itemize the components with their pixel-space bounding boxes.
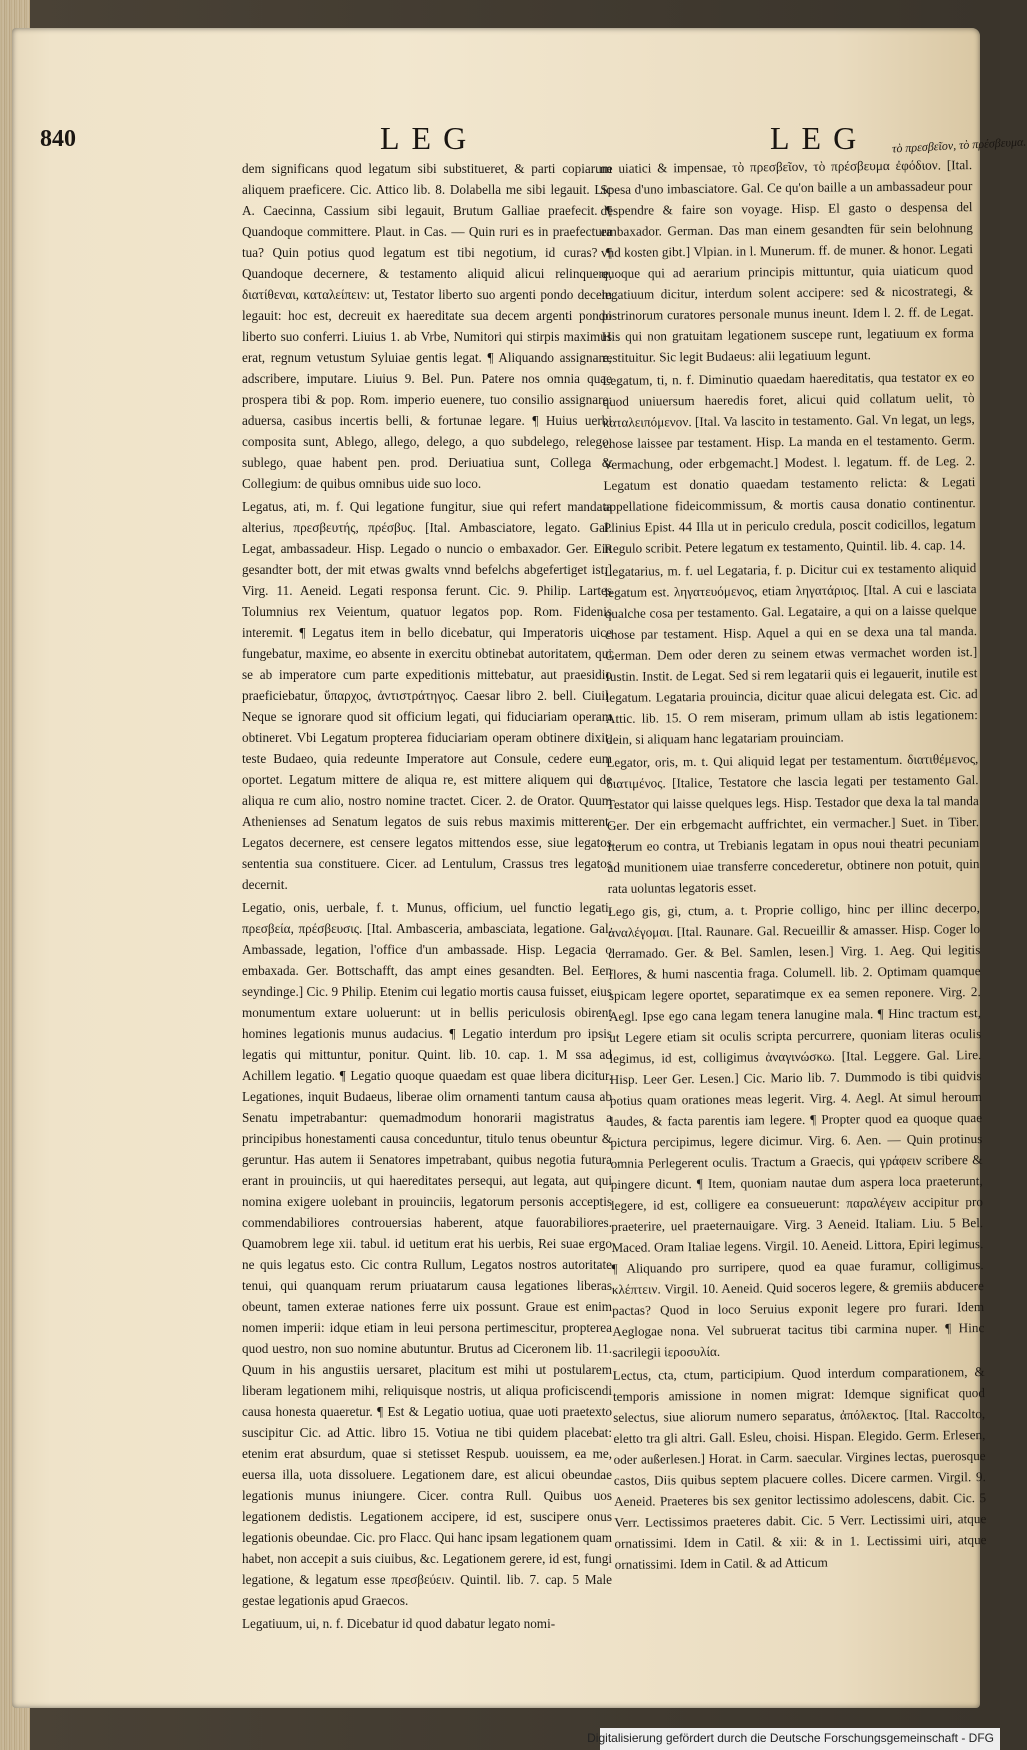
header-continuation-note: τὸ πρεσβεῖον, τὸ πρέσβευμα. (891, 134, 1027, 156)
dictionary-entry: Legatum, ti, n. f. Diminutio quaedam haereditatis, qua testator ex eo quod uniuersum haeredis foret, alicui quid collatum uelit, τὸ καταλειπόμενον. [Ital. Va lascito in testamento. Gal. Vn legat, un legs, chose laissee par testament. Hisp. La manda en el testamento. Germ. Vermachung, oder erbgemacht.] Modest. l. legatum. ff. de Leg. 2. Legatum est donatio quaedam testamento relicta: & Legati appellatione fideicommissum, & mortis causa donatio continentur. Plinius Epist. 44 Illa ut in periculo credula, poscit codicillos, legatum Regulo scribit. Petere legatum ex testamento, Quintil. lib. 4. cap. 14. (602, 369, 976, 556)
running-header (40, 120, 1027, 160)
dictionary-entry: Legatio, onis, uerbale, f. t. Munus, officium, uel functio legati, πρεσβεία, πρέσβευσις. [Ital. Ambasceria, ambasciata, legatione. Gal. Ambassade, legation, l'office d'un ambassade. Hisp. Legacia o embaxada. Ger. Bottschafft, das ampt eines gesandten. Bel. Een seyndinge.] Cic. 9 Philip. Etenim cui legatio mortis causa fuisset, eius monumentum extare uoluerunt: ut in bellis periculosis obirent homines legationis munus audacius. ¶ Legatio interdum pro ipsis legatis qui mittuntur, ponitur. Quint. lib. 10. cap. 1. M ssa ad Achillem legatio. ¶ Legatio quoque quaedam est quae libera dicitur. Legationes, inquit Budaeus, liberae olim ornamenti tantum causa ab Senatu impetrabantur: quemadmodum honorarii magistratus a principibus honestamenti causa conceduntur, titulo tenus obeuntur & geruntur. Has autem ii Senatores impetrabant, quibus negotia futura erant in prouinciis, ut qui haereditates persequi, aut legata, aut qui nomina exigere uolebant in prouinciis, legatorum personis acceptis commendabiliores controuersias haberent, atque fauorabiliores. Quamobrem lege xii. tabul. id uetitum erat his uerbis, Rei suae ergo ne quis legatus esto. Cic contra Rullum, Legatos nostros autoritate tenui, qui quanquam rerum priuatarum causa legationes liberas obeunt, tamen exterae nationes ferre uix possunt. Graue est enim nomen imperii: idque etiam in leui persona pertimescitur, propterea quod uestro, non suo nomine abutuntur. Brutus ad Ciceronem lib. 11. Quum in his angustiis uersaret, placitum est mihi ut postularem liberam legationem mihi, reliquisque nostris, ut aliqua proficiscendi causa honesta quaeretur. ¶ Est & Legatio uotiua, quae uoti praetexto suscipitur Cic. ad Attic. libro 15. Votiua ne tibi quidem placebat: etenim erat absurdum, quae si stetisset Respub. uouissem, ea me, euersa illa, uota dissoluere. Legationem dare, est alicui obeundae legationis munus iniungere. Cicer. contra Rull. Quibus uos legationem dedistis. Legationem accipere, id est, suscipere onus legationis obeundae. Cic. pro Flacc. Qui hanc ipsam legationem quam habet, non accepit a suis ciuibus, &c. Legationem gerere, id est, fungi legatione, & legatum esse πρεσβεύειν. Quintil. lib. 7. cap. 5 Male gestae legationis apud Graecos. (242, 900, 612, 1608)
header-right-word: LEG (770, 120, 869, 156)
page-number: 840 (40, 126, 76, 152)
dictionary-entry: Lego gis, gi, ctum, a. t. Proprie colligo, hinc per illinc decerpo, ἀναλέγομαι. [Ital. Raunare. Gal. Recueillir & amasser. Hisp. Coger lo derramado. Ger. & Bel. Samlen, lesen.] Virg. 1. Aeg. Qui legitis flores, & humi nascentia fraga. Columell. lib. 2. Optimam quamque spicam legere oportet, separatimque ex ea semen reponere. Virg. 2. Aegl. Ipse ego cana legam tenera lanugine mala. ¶ Hinc tractum est, ut Legere etiam sit oculis scripta percurrere, quoniam literas oculis legimus, id est, colligimus ἀναγινώσκω. [Ital. Leggere. Gal. Lire. Hisp. Leer Ger. Lesen.] Cic. Mario lib. 7. Dummodo is tibi quidvis potius quam orationes meas legerit. Virg. 4. Aegl. At simul heroum laudes, & facta parentis iam legere. ¶ Propter quod ea quoque quae pictura percipimus, legere dicimur. Virg. 6. Aen. — Quin protinus omnia Perlegerent oculis. Tractum a Graecis, qui γράφειν scribere & pingere dicunt. ¶ Item, quoniam nautae dum aspera loca praeterunt, legere, id est, colligere ea consueuerunt: παραλέγειν accipitur pro praeterire, uel praeternauigare. Virg. 3 Aeneid. Italiam. Liu. 5 Bel. Maced. Oram Italiae legens. Virgil. 10. Aeneid. Littora, Epiri legimus. ¶ Aliquando pro surripere, quod ea quae furamur, colligimus. κλέπτειν. Virgil. 10. Aeneid. Quid soceros legere, & gremiis abducere pactas? Quod in loco Seruius exponit legere pro furari. Idem Aeglogae nona. Vel subruerat tacitus tibi carmina nuper. ¶ Hinc sacrilegii ἱεροσυλία. (607, 900, 985, 1360)
funding-credit: Digitalisierung gefördert durch die Deutsche Forschungsgemeinschaft - DFG (587, 1731, 994, 1745)
dictionary-entry: Legator, oris, m. t. Qui aliquid legat per testamentum. διατιθέμενος, διατιμένος. [Italice, Testatore che lascia legati per testamento Gal. Testator qui laisse quelques legs. Hisp. Testador que dexa la tal manda Ger. Der ein erbgemacht auffrichtet, ein vermacher.] Suet. in Tiber. Iterum eo contra, ut Trebianis legatam in opus noui theatri pecuniam ad munitionem uiae transferre concederetur, obtinere non potuit, quin rata uoluntas legatoris esset. (606, 751, 980, 896)
dictionary-entry: Lectus, cta, ctum, participium. Quod interdum comparationem, & temporis amissione in nomen migrat: Idemque significat quod selectus, siue aliorum numero separatus, ἀπόλεκτος. [Ital. Raccolto, eletto tra gli altri. Gall. Esleu, choisi. Hispan. Elegido. Germ. Erlesen, oder außerlesen.] Horat. in Carm. saecular. Virgines lectas, puerosque castos, Diis quibus septem placuere colles. Dicere carmen. Virgil. 9. Aeneid. Praeteres bis sex genitor lectissimo adolescens, dabit. Cic. 5 Verr. Lectissimos praeteres dabit. Cic. 5 Verr. Lectissimi uiri, atque ornatissimi. Idem in Catil. & xii: & in 1. Lectissimi uiri, atque ornatissimi. Idem in Catil. & ad Atticum (612, 1364, 987, 1572)
dictionary-entry: ne uiatici & impensae, τὸ πρεσβεῖον, τὸ πρέσβευμα ἐφόδιον. [Ital. Spesa d'uno imbasciatore. Gal. Ce qu'on baille a un ambassadeur pour despendre & faire son voyage. Hisp. El gasto o despensa del embaxador. German. Das man einem gesandten für sein belohnung vnd kosten gibt.] Vlpian. in l. Munerum. ff. de muner. & honor. Legati quoque qui ad aerarium principis mittuntur, quia uiaticum quod legatiuum dicitur, interdum solent accipere: sed & nicostrategi, & pistrinorum curatores personale munus ineunt. Idem l. 2. ff. de Legat. His qui non gratuitam legationem suscepe runt, legatiuum ex forma restituitur. Sic legit Budaeus: alii legatiuum legunt. (600, 157, 974, 365)
header-left-word: LEG (380, 120, 479, 156)
digitization-footer (587, 1728, 1000, 1750)
dictionary-entry: Legatus, ati, m. f. Qui legatione fungitur, siue qui refert mandata alterius, πρεσβευτής, πρέσβυς. [Ital. Ambasciatore, legato. Gal. Legat, ambassadeur. Hisp. Legado o nuncio o embaxador. Ger. Ein gesandter bott, der mit etwas gwalts vnnd befelchs abgefertiget ist.] Virg. 11. Aeneid. Legati responsa ferunt. Cic. 9. Philip. Lartes Tolumnius rex Veientum, quatuor legatos pop. Rom. Fidenis interemit. ¶ Legatus item in bello dicebatur, qui Imperatoris uice fungebatur, maxime, eo absente in exercitu obtinebat autoritatem, qui se ab imperatore cum parte expeditionis mittebatur, aut praesidio praeficiebatur, ὕπαρχος, ἀντιστράτηγος. Caesar libro 2. bell. Ciuil. Neque se ignorare quod sit officium legati, qui fiduciariam operam obtineret. Vbi Legatum propterea fiduciariam operam obtinere dixit, teste Budaeo, quia redeunte Imperatore aut Consule, cedere eum oportet. Legatum mittere de aliqua re, est mittere aliquem qui de aliqua re cum alio, nostro nomine tractet. Cicer. 2. de Orator. Quum Athenienses ad Senatum legatos de suis rebus maximis mitterent. Legatos decernere, est censere legatos mittendos esse, siue legatos sententia sua constituere. Cicer. ad Lentulum, Crassus tres legatos decernit. (242, 499, 612, 892)
dictionary-entry: Legatarius, m. f. uel Legataria, f. p. Dicitur cui ex testamento aliquid legatum est. ληγατευόμενος, etiam ληγατάριος. [Ital. A cui e lasciata qualche cosa per testamento. Gal. Legataire, a qui on a laisse quelque chose par testament. Hisp. Aquel a qui en se dexa una tal manda. German. Dem oder deren zu seinem etwas vermachet worden ist.] Iustin. Instit. de Legat. Sed si rem legatarii quis ei legauerit, inutile est legatum. Legataria prouincia, dicitur quae alicui delegata est. Cic. ad Attic. lib. 15. O rem miseram, primum ullam ab istis legationem: dein, si aliquam hanc legatariam prouinciam. (604, 560, 978, 747)
dictionary-entry: Legatiuum, ui, n. f. Dicebatur id quod dabatur legato nomi- (242, 1616, 556, 1631)
dictionary-entry: dem significans quod legatum sibi substitueret, & parti copiarum aliquem praeficere. Cic. Attico lib. 8. Dolabella me sibi legauit. Lic A. Caecinna, Cassium sibi legauit, Brutum Galliae praefecit. ¶ Quandoque committere. Plaut. in Cas. — Quin ruri es in praefectura tua? Quin potius quod legatum est tibi negotium, id curas? ¶ Quandoque decernere, & testamento aliquid alicui relinquere, διατίθεναι, καταλείπειν: ut, Testator liberto suo argenti pondo decem legauit: hoc est, decreuit ex haereditate sua decem argenti pondo liberto suo conferri. Liuius 1. ab Vrbe, Numitori qui stirpis maximus erat, regnum vetustum Syluiae gentis legat. ¶ Aliquando assignare, adscribere, imputare. Liuius 9. Bel. Pun. Patere nos omnia quae prospera tibi & pop. Rom. imperio euenere, tuo consilio assignare: aduersa, casibus incertis belli, & fortunae legare. ¶ Huius uerbi composita sunt, Ablego, allego, delego, a quo subdelego, relego, sublego, quae habent pen. prod. Deriuatiua sunt, Collega & Collegium: de quibus omnibus uide suo loco. (242, 161, 612, 491)
left-text-column (242, 158, 612, 1631)
right-text-column (600, 154, 987, 1572)
